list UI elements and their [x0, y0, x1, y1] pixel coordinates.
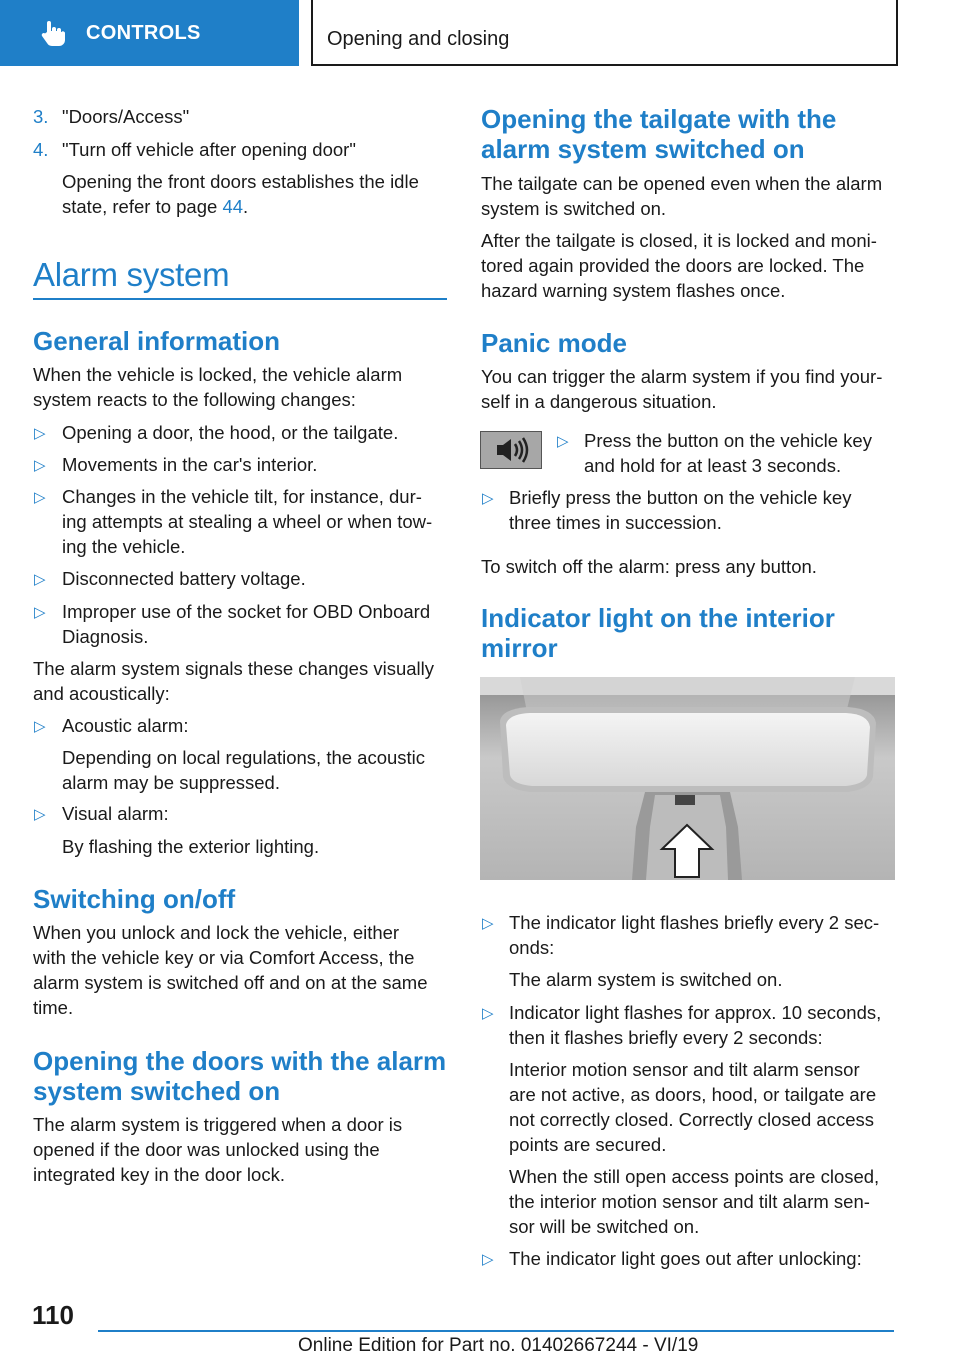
bullet-triangle-icon: ▷	[34, 425, 46, 442]
bullet-triangle-icon: ▷	[34, 604, 46, 621]
bullet-triangle-icon: ▷	[34, 718, 46, 735]
bullet-triangle-icon: ▷	[34, 489, 46, 506]
hand-pointer-icon	[38, 18, 68, 48]
list-item: Movements in the car's interior.	[62, 454, 318, 475]
chapter-title: Opening and closing	[327, 28, 510, 50]
list-item: Briefly press the button on the vehicle key three times in succession.	[509, 487, 852, 533]
paragraph: The alarm system signals these changes visually and acoustically:	[33, 658, 435, 704]
paragraph: You can trigger the alarm system if you find your- self in a dangerous situation.	[481, 366, 883, 412]
list-item: Improper use of the socket for OBD Onboard Diagnosis.	[62, 601, 431, 647]
bullet-triangle-icon: ▷	[482, 1251, 494, 1268]
list-item: Disconnected battery voltage.	[62, 568, 306, 589]
panic-mode-heading: Panic mode	[481, 328, 627, 358]
indicator-light-heading: Indicator light on the interior mirror	[481, 603, 835, 663]
list-item-subtext: state, refer to page 44.	[62, 196, 249, 217]
list-item-text: "Turn off vehicle after opening door"	[62, 139, 356, 160]
list-item: 4.	[33, 139, 49, 160]
list-item-subtext: When the still open access points are closed, the interior motion sensor and tilt alarm sen- sor will be switched on.	[509, 1166, 880, 1237]
list-item-subtext: By flashing the exterior lighting.	[62, 836, 320, 857]
bullet-triangle-icon: ▷	[34, 457, 46, 474]
edition-text: Online Edition for Part no. 01402667244 - VI/19	[298, 1335, 699, 1356]
section-label: CONTROLS	[86, 21, 201, 44]
list-item: Changes in the vehicle tilt, for instance, dur- ing attempts at stealing a wheel or when tow- ing the vehicle.	[62, 486, 433, 557]
paragraph: The alarm system is triggered when a door is opened if the door was unlocked using the integrated key in the door lock.	[33, 1114, 403, 1185]
interior-mirror-illustration	[480, 677, 895, 880]
general-information-heading: General information	[33, 326, 281, 356]
footer-rule	[98, 1330, 894, 1332]
list-item: The indicator light goes out after unlocking:	[509, 1248, 862, 1269]
paragraph: When you unlock and lock the vehicle, either with the vehicle key or via Comfort Access, the alarm system is switched off and on at the same time.	[33, 922, 428, 1018]
paragraph: The tailgate can be opened even when the alarm system is switched on.	[481, 173, 883, 219]
list-item: Press the button on the vehicle key and hold for at least 3 seconds.	[584, 430, 872, 476]
list-item-text: "Doors/Access"	[62, 106, 190, 127]
bullet-triangle-icon: ▷	[34, 571, 46, 588]
paragraph: To switch off the alarm: press any button.	[481, 556, 817, 577]
list-item: Acoustic alarm:	[62, 715, 189, 736]
list-item-subtext: Depending on local regulations, the acoustic alarm may be suppressed.	[62, 747, 426, 793]
switching-heading: Switching on/off	[33, 884, 236, 914]
alarm-system-heading: Alarm system	[33, 256, 230, 293]
section-tab[interactable]	[0, 0, 299, 66]
list-item: Opening a door, the hood, or the tailgate.	[62, 422, 399, 443]
list-item-subtext: The alarm system is switched on.	[509, 969, 783, 990]
page-link[interactable]: 44	[222, 196, 244, 217]
chapter-header	[311, 0, 898, 66]
paragraph: After the tailgate is closed, it is locked and moni- tored again provided the doors are locked. The hazard warning system flashes once.	[481, 230, 877, 301]
list-item: The indicator light flashes briefly every 2 sec- onds:	[509, 912, 880, 958]
paragraph: When the vehicle is locked, the vehicle alarm system reacts to the following changes:	[33, 364, 403, 410]
list-item-subtext: Interior motion sensor and tilt alarm sensor are not active, as doors, hood, or tailgate are not correctly closed. Correctly closed access points are secured.	[509, 1059, 877, 1155]
heading-rule	[33, 298, 447, 300]
doors-alarm-heading: Opening the doors with the alarm system switched on	[33, 1046, 447, 1106]
list-item: Indicator light flashes for approx. 10 seconds, then it flashes briefly every 2 seconds:	[509, 1002, 882, 1048]
bullet-triangle-icon: ▷	[557, 433, 569, 450]
list-item-subtext: Opening the front doors establishes the idle	[62, 171, 419, 192]
bullet-triangle-icon: ▷	[34, 806, 46, 823]
bullet-triangle-icon: ▷	[482, 1005, 494, 1022]
panic-horn-icon	[480, 431, 542, 469]
bullet-triangle-icon: ▷	[482, 490, 494, 507]
page-number: 110	[32, 1300, 74, 1330]
list-item: 3.	[33, 106, 49, 127]
list-item: Visual alarm:	[62, 803, 169, 824]
tailgate-heading: Opening the tailgate with the alarm system switched on	[481, 104, 837, 164]
bullet-triangle-icon: ▷	[482, 915, 494, 932]
